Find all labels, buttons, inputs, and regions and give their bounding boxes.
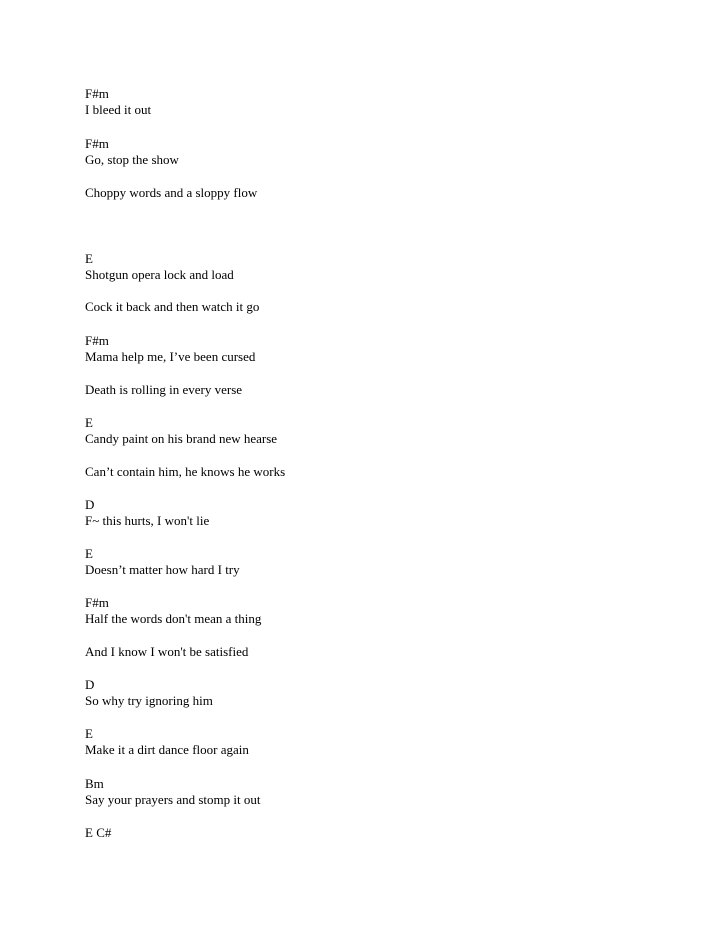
lyric-line: Make it a dirt dance floor again (85, 742, 249, 757)
chord-line: E (85, 546, 93, 561)
chord-line: E (85, 726, 93, 741)
lyric-line: Death is rolling in every verse (85, 382, 243, 397)
lyric-line: Shotgun opera lock and load (85, 267, 234, 282)
chord-line: F#m (85, 86, 109, 101)
lyric-line: Mama help me, I’ve been cursed (85, 349, 256, 364)
chord-line: E C# (85, 825, 112, 840)
chord-line: E (85, 251, 93, 266)
lyric-line: Doesn’t matter how hard I try (85, 562, 240, 577)
lyric-line: Cock it back and then watch it go (85, 299, 260, 314)
lyric-line: I bleed it out (85, 102, 152, 117)
chord-line: F#m (85, 333, 109, 348)
chord-line: D (85, 497, 95, 512)
lyric-line: Go, stop the show (85, 152, 179, 167)
chord-line: F#m (85, 595, 109, 610)
lyric-line: So why try ignoring him (85, 693, 213, 708)
chord-line: D (85, 677, 95, 692)
lyric-line: F~ this hurts, I won't lie (85, 513, 210, 528)
chord-line: E (85, 415, 93, 430)
chord-line: F#m (85, 136, 109, 151)
lyric-line: Candy paint on his brand new hearse (85, 431, 278, 446)
lyric-line: Half the words don't mean a thing (85, 611, 262, 626)
lyric-line: And I know I won't be satisfied (85, 644, 249, 659)
lyric-line: Can’t contain him, he knows he works (85, 464, 286, 479)
lyric-line: Say your prayers and stomp it out (85, 792, 261, 807)
lyric-line: Choppy words and a sloppy flow (85, 185, 258, 200)
chord-line: Bm (85, 776, 104, 791)
